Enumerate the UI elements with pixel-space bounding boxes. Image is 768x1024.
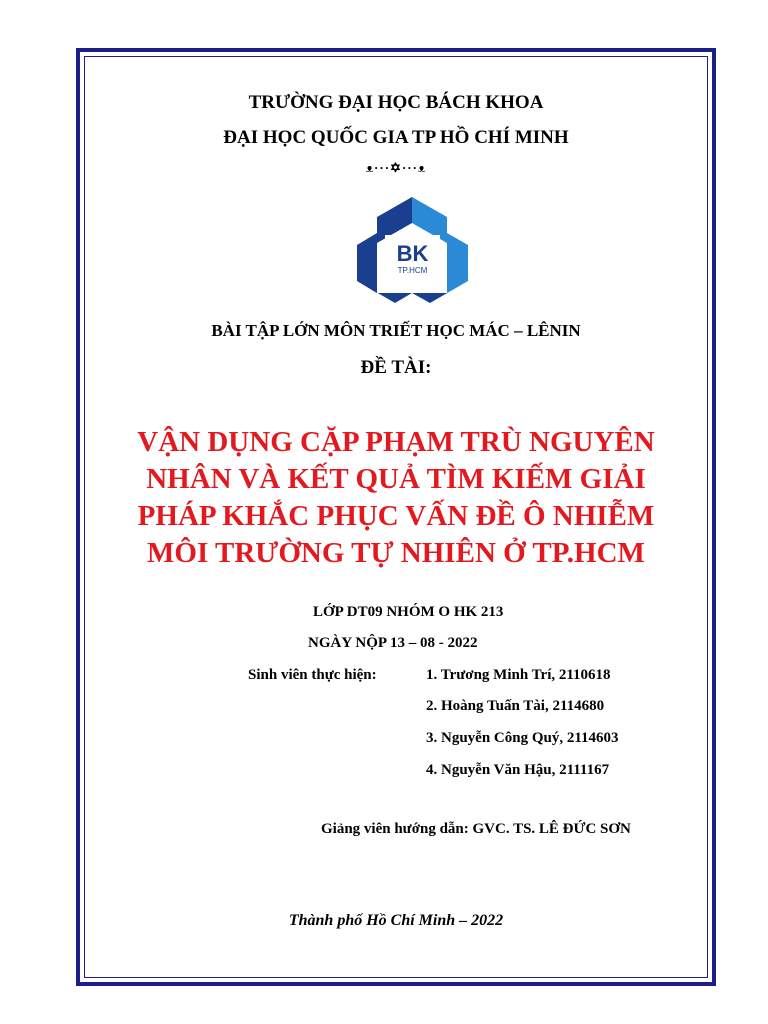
logo-right-outer <box>447 233 468 293</box>
logo-tphcm-text: TP.HCM <box>397 266 428 275</box>
logo-left-outer <box>357 233 377 293</box>
bk-logo <box>355 195 470 310</box>
university-name: TRƯỜNG ĐẠI HỌC BÁCH KHOA <box>248 92 544 113</box>
student-1: 1. Trương Minh Trí, 2110618 <box>426 667 611 683</box>
title-line-4: MÔI TRƯỜNG TỰ NHIÊN Ở TP.HCM <box>147 537 645 569</box>
student-3: 3. Nguyễn Công Quý, 2114603 <box>426 730 619 746</box>
national-university-name: ĐẠI HỌC QUỐC GIA TP HỒ CHÍ MINH <box>223 127 569 148</box>
ornament-divider: ᴥ···✡···ᴥ <box>365 160 427 175</box>
student-2: 2. Hoàng Tuấn Tài, 2114680 <box>426 698 605 714</box>
instructor: Giảng viên hướng dẫn: GVC. TS. LÊ ĐỨC SƠN <box>321 821 631 837</box>
submit-date: NGÀY NỘP 13 – 08 - 2022 <box>308 635 478 651</box>
footer-place-year: Thành phố Hồ Chí Minh – 2022 <box>288 912 504 929</box>
title-line-2: NHÂN VÀ KẾT QUẢ TÌM KIẾM GIẢI <box>146 463 646 495</box>
title-line-1: VẬN DỤNG CẶP PHẠM TRÙ NGUYÊN <box>137 426 655 458</box>
logo-bk-text: BK <box>396 241 429 266</box>
student-4: 4. Nguyễn Văn Hậu, 2111167 <box>426 762 610 778</box>
course-name: BÀI TẬP LỚN MÔN TRIẾT HỌC MÁC – LÊNIN <box>211 321 581 340</box>
class-info: LỚP DT09 NHÓM O HK 213 <box>313 604 504 620</box>
title-line-3: PHÁP KHẮC PHỤC VẤN ĐỀ Ô NHIỄM <box>137 500 655 532</box>
topic-label: ĐỀ TÀI: <box>360 357 432 378</box>
students-label: Sinh viên thực hiện: <box>248 667 377 683</box>
